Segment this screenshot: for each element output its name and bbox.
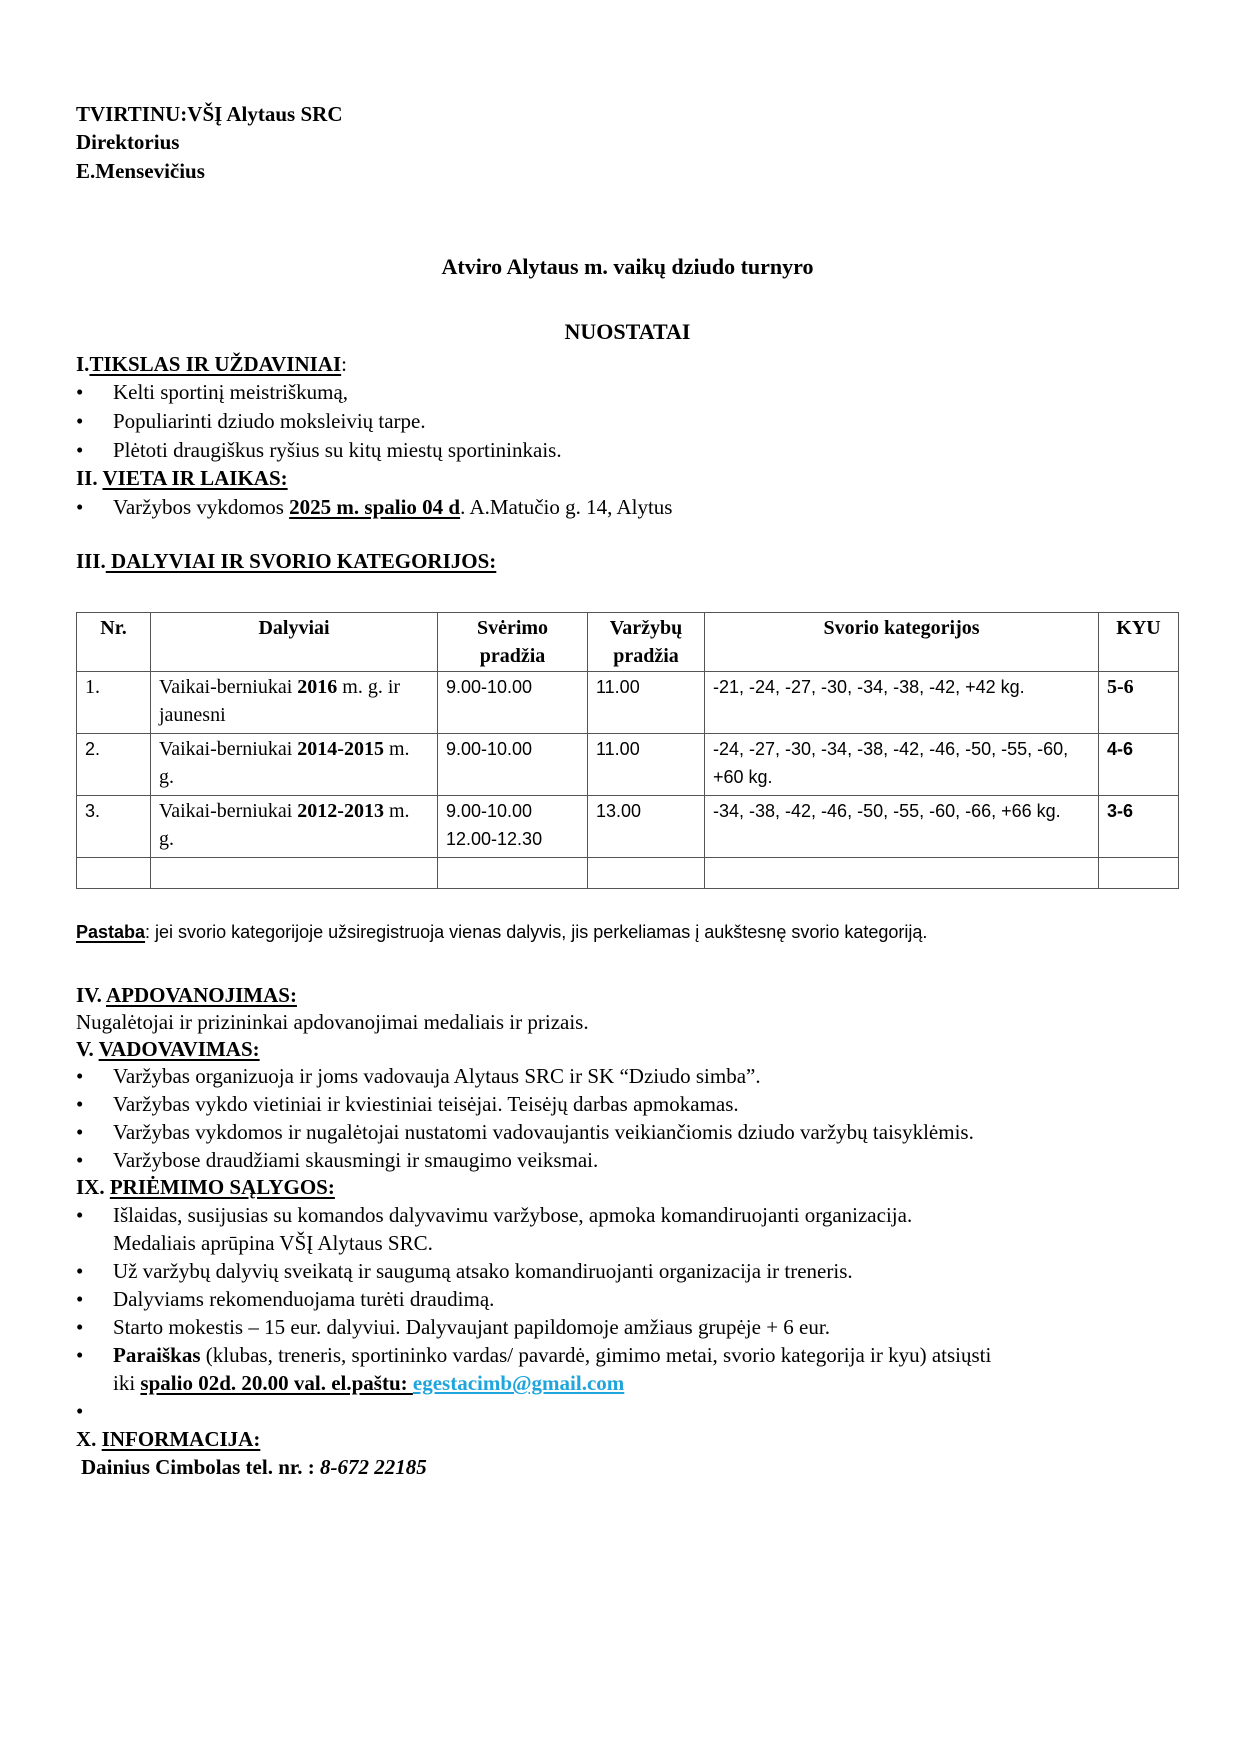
section-number: II. [76,466,98,490]
deadline-prefix: iki [113,1371,141,1395]
participants-suffix: m. g. [159,800,410,850]
cell-empty [1099,858,1179,889]
bullet-icon: • [76,495,84,519]
cell-categories: -34, -38, -42, -46, -50, -55, -60, -66, +66 kg. [705,796,1099,858]
section-1-heading [76,350,347,378]
cell-empty [588,858,705,889]
bullet-icon: • [76,409,84,433]
cell-participants [151,672,438,734]
event-date: 2025 m. spalio 04 d [289,495,461,519]
weigh-in-time: 9.00-10.00 [446,801,533,821]
section-9-heading [76,1173,335,1201]
bullet-icon: • [76,1343,84,1367]
heading-colon: : [341,352,347,376]
bullet-icon: • [76,1203,84,1227]
section-title: VIETA IR LAIKAS: [102,466,288,490]
contact-name: Dainius Cimbolas tel. nr. : [81,1455,321,1479]
document-title: Atviro Alytaus m. vaikų dziudo turnyro [441,254,814,279]
list-item-continuation: Medaliais aprūpina VŠĮ Alytaus SRC. [113,1231,433,1255]
cell-categories: -21, -24, -27, -30, -34, -38, -42, +42 kg. [705,672,1099,734]
applications-text: (klubas, treneris, sportininko vardas/ pavardė, gimimo metai, svorio kategorija ir kyu) atsiųsti [200,1343,992,1367]
weigh-in-time: 9.00-10.00 [446,739,533,759]
header-kyu: KYU [1099,613,1179,672]
cell-empty [705,858,1099,889]
bullet-icon: • [76,1399,84,1423]
list-item-text [113,1341,991,1369]
participants-suffix: m. g. [159,738,410,788]
cell-empty [438,858,588,889]
bullet-icon: • [76,1092,84,1116]
cell-start: 13.00 [588,796,705,858]
list-item-text: Dalyviams rekomenduojama turėti draudimą. [113,1287,495,1311]
list-item-text: Plėtoti draugiškus ryšius su kitų miestų sportininkais. [113,438,562,462]
header-weigh-in: Svėrimo pradžia [438,613,588,672]
approval-line-2: Direktorius [76,130,180,154]
note [76,918,927,946]
section-number: III. [76,549,106,573]
cell-kyu: 4-6 [1099,734,1179,796]
list-item-text: Populiarinti dziudo moksleivių tarpe. [113,409,426,433]
section-number: V. [76,1037,94,1061]
section-2-heading [76,464,288,492]
cell-participants [151,734,438,796]
section-10-heading [76,1425,260,1453]
section-number: X. [76,1427,97,1451]
event-prefix: Varžybos vykdomos [113,495,290,519]
contact-phone: 8-672 22185 [320,1455,427,1479]
list-item-text: Išlaidas, susijusias su komandos dalyvavimu varžybose, apmoka komandiruojanti organizacija. [113,1203,913,1227]
section-3-heading [76,547,496,575]
section-4-text: Nugalėtojai ir prizininkai apdovanojimai medaliais ir prizais. [76,1010,589,1034]
section-number: IV. [76,983,102,1007]
section-title: VADOVAVIMAS: [98,1037,260,1061]
cell-start: 11.00 [588,734,705,796]
email-link[interactable]: egestacimb@gmail.com [412,1371,625,1395]
cell-nr: 3. [77,796,151,858]
section-title: PRIĖMIMO SĄLYGOS: [109,1175,335,1199]
document-subtitle: NUOSTATAI [564,319,691,344]
list-item-text: Varžybas organizuoja ir joms vadovauja Alytaus SRC ir SK “Dziudo simba”. [113,1064,761,1088]
participants-suffix: m. g. ir jaunesni [159,676,401,726]
deadline-text: spalio 02d. 20.00 val. el.paštu: [140,1371,413,1395]
list-item-text: Varžybas vykdo vietiniai ir kviestiniai teisėjai. Teisėjų darbas apmokamas. [113,1092,739,1116]
cell-categories: -24, -27, -30, -34, -38, -42, -46, -50, -55, -60, +60 kg. [705,734,1099,796]
participants-year: 2016 [297,676,338,698]
section-title: INFORMACIJA: [101,1427,261,1451]
bullet-icon: • [76,1315,84,1339]
table-row [77,734,1179,796]
table-row [77,796,1179,858]
participants-text: Vaikai-berniukai [159,676,298,698]
cell-nr: 2. [77,734,151,796]
list-item-text: Starto mokestis – 15 eur. dalyviui. Dalyvaujant papildomoje amžiaus grupėje + 6 eur. [113,1315,830,1339]
note-text: : jei svorio kategorijoje užsiregistruoja vienas dalyvis, jis perkeliamas į aukštesnę svorio kategoriją. [145,922,928,942]
cell-participants [151,796,438,858]
list-item-text: Varžybas vykdomos ir nugalėtojai nustatomi vadovaujantis veikiančiomis dziudo varžybų taisyklėmis. [113,1120,974,1144]
bullet-icon: • [76,1148,84,1172]
note-label: Pastaba [76,922,146,942]
weigh-in-time-2: 12.00-12.30 [446,829,543,849]
participants-text: Vaikai-berniukai [159,800,298,822]
participants-year: 2014-2015 [297,738,384,760]
bullet-icon: • [76,1120,84,1144]
section-number: I. [76,352,90,376]
cell-weigh-in [438,672,588,734]
bullet-icon: • [76,438,84,462]
participants-year: 2012-2013 [297,800,384,822]
cell-weigh-in [438,734,588,796]
section-number: IX. [76,1175,105,1199]
table-row [77,672,1179,734]
list-item-continuation [113,1369,624,1397]
section-title: TIKSLAS IR UŽDAVINIAI [89,352,342,376]
weight-categories-table [76,612,1179,889]
bullet-icon: • [76,380,84,404]
header-nr: Nr. [77,613,151,672]
header-participants: Dalyviai [151,613,438,672]
approval-line-1: TVIRTINU:VŠĮ Alytaus SRC [76,102,343,126]
cell-empty [77,858,151,889]
section-title: APDOVANOJIMAS: [105,983,297,1007]
bullet-icon: • [76,1259,84,1283]
table-header-row [77,613,1179,672]
cell-empty [151,858,438,889]
cell-weigh-in [438,796,588,858]
cell-kyu: 5-6 [1099,672,1179,734]
bullet-icon: • [76,1064,84,1088]
cell-nr: 1. [77,672,151,734]
list-item-text: Kelti sportinį meistriškumą, [113,380,349,404]
participants-text: Vaikai-berniukai [159,738,298,760]
contact-info [81,1453,427,1481]
cell-kyu: 3-6 [1099,796,1179,858]
list-item-text: Varžybose draudžiami skausmingi ir smaugimo veiksmai. [113,1148,599,1172]
weigh-in-time: 9.00-10.00 [446,677,533,697]
event-location: . A.Matučio g. 14, Alytus [460,495,673,519]
applications-label: Paraiškas [113,1343,201,1367]
section-4-heading [76,981,297,1009]
cell-start: 11.00 [588,672,705,734]
header-start: Varžybų pradžia [588,613,705,672]
list-item-text [113,493,672,521]
section-5-heading [76,1035,260,1063]
bullet-icon: • [76,1287,84,1311]
table-row-empty [77,858,1179,889]
list-item-text: Už varžybų dalyvių sveikatą ir saugumą atsako komandiruojanti organizacija ir treneris. [113,1259,853,1283]
section-title: DALYVIAI IR SVORIO KATEGORIJOS: [105,549,497,573]
approval-line-3: E.Mensevičius [76,159,205,183]
header-categories: Svorio kategorijos [705,613,1099,672]
